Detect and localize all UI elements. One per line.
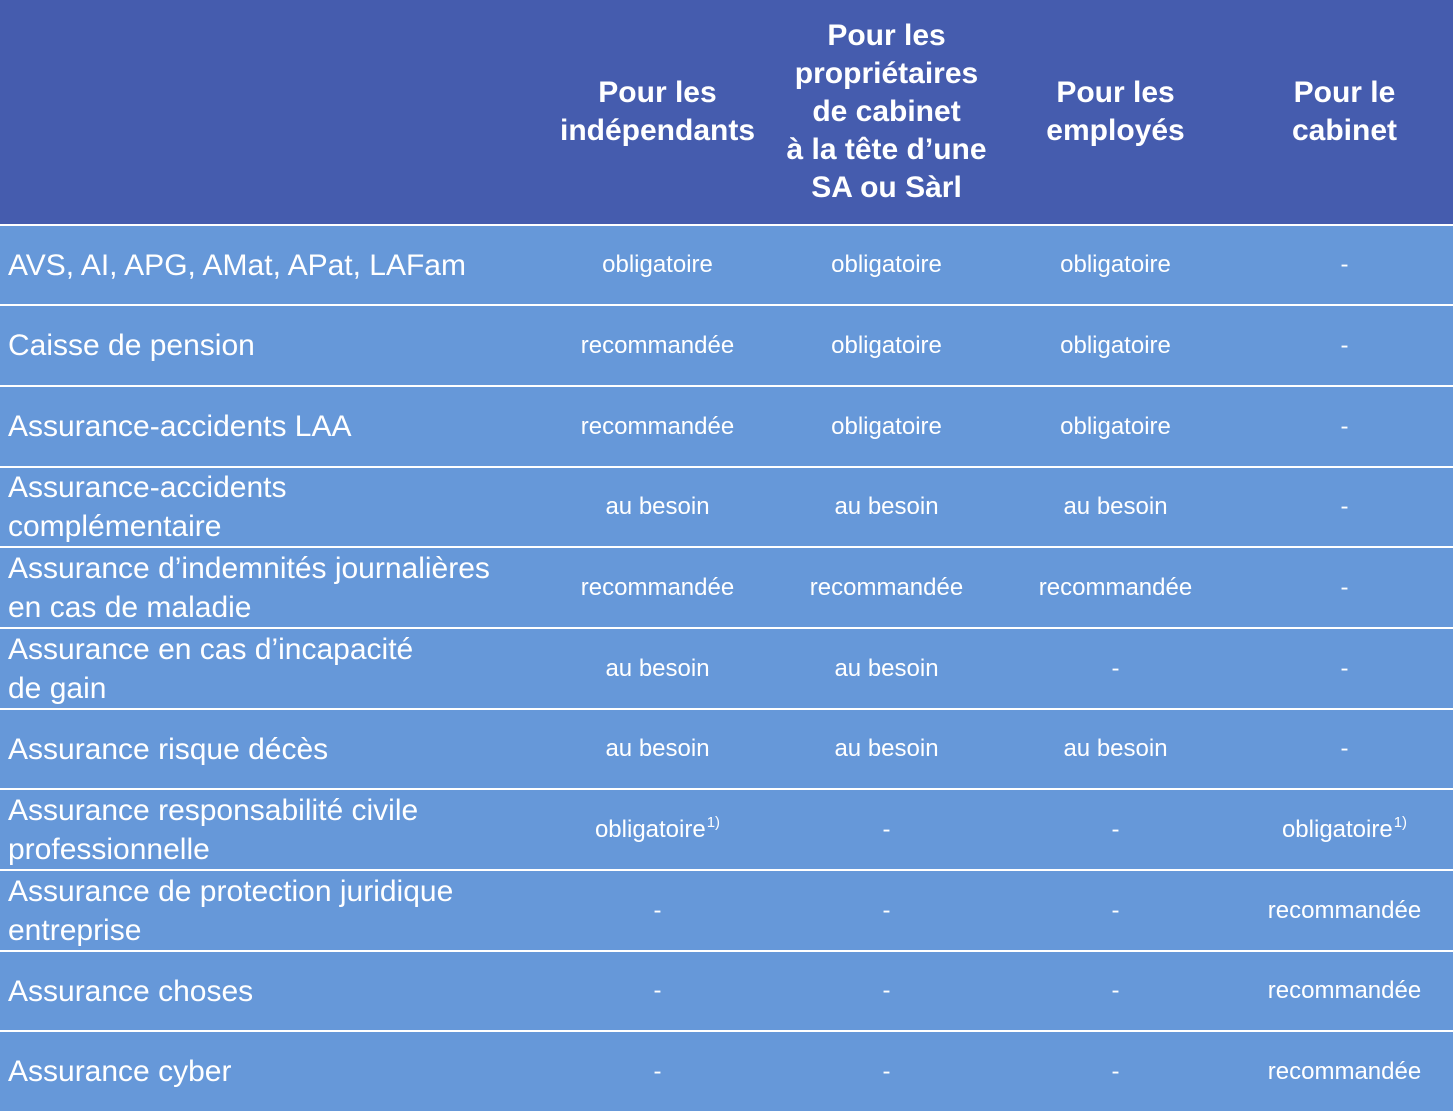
cell-employes: obligatoire — [1060, 251, 1171, 278]
cell-independants: obligatoire — [602, 251, 713, 278]
cell-independants — [543, 790, 772, 869]
cell-independants: au besoin — [605, 654, 710, 682]
cell-text: obligatoire — [594, 815, 706, 843]
cell-cabinet: - — [1340, 735, 1349, 762]
cell-proprietaires: obligatoire — [831, 412, 942, 440]
cell-cabinet: - — [1340, 493, 1349, 520]
cell-independants: - — [653, 1057, 662, 1085]
header-employes: Pour les employés — [1046, 76, 1185, 147]
table-row — [0, 629, 1453, 708]
cell-employes: - — [1111, 1057, 1120, 1085]
cell-proprietaires: au besoin — [834, 493, 939, 520]
cell-cabinet: - — [1340, 654, 1349, 682]
table-row — [0, 952, 1453, 1030]
cell-independants: recommandée — [580, 412, 735, 440]
cell-proprietaires: - — [882, 815, 891, 843]
header-proprietaires: Pour les propriétaires de cabinet à la tête d’une SA ou Sàrl — [786, 19, 987, 204]
header-cabinet: Pour le cabinet — [1291, 76, 1398, 147]
table-row — [0, 871, 1453, 950]
cell-cabinet: - — [1340, 412, 1349, 440]
cell-independants: au besoin — [605, 735, 710, 762]
row-label: Assurance-accidents LAA — [8, 410, 352, 443]
cell-independants: - — [653, 977, 662, 1004]
table-row — [0, 306, 1453, 385]
cell-independants: recommandée — [580, 331, 735, 359]
cell-proprietaires: recommandée — [809, 573, 964, 601]
cell-cabinet: - — [1340, 251, 1349, 278]
cell-proprietaires: obligatoire — [831, 331, 942, 359]
cell-employes: obligatoire — [1060, 412, 1171, 440]
cell-text: obligatoire — [1281, 815, 1393, 843]
cell-cabinet: - — [1340, 331, 1349, 359]
table-row — [0, 468, 1453, 546]
cell-employes: - — [1111, 815, 1120, 843]
row-label: Assurance-accidents complémentaire — [8, 471, 287, 543]
row-label: Assurance en cas d’incapacité de gain — [8, 632, 414, 705]
cell-employes: - — [1111, 977, 1120, 1004]
row-label: Assurance cyber — [8, 1055, 232, 1088]
table-header — [0, 0, 1453, 224]
row-label: Caisse de pension — [8, 329, 255, 362]
table-row — [0, 387, 1453, 466]
header-independants: Pour les indépendants — [559, 76, 755, 147]
cell-proprietaires: au besoin — [834, 654, 939, 682]
cell-proprietaires: - — [882, 977, 891, 1004]
footnote-marker: 1) — [1393, 814, 1408, 831]
cell-employes: - — [1111, 896, 1120, 924]
table-row — [0, 548, 1453, 627]
cell-cabinet: recommandée — [1267, 1057, 1422, 1085]
cell-independants: au besoin — [605, 493, 710, 520]
cell-cabinet: recommandée — [1267, 896, 1422, 924]
row-label: Assurance de protection juridique entreprise — [8, 874, 454, 947]
cell-independants: recommandée — [580, 573, 735, 601]
cell-cabinet: - — [1340, 573, 1349, 601]
cell-employes: obligatoire — [1060, 331, 1171, 359]
cell-employes: recommandée — [1038, 573, 1193, 601]
cell-employes: au besoin — [1063, 735, 1168, 762]
cell-employes: - — [1111, 654, 1120, 682]
table-row — [0, 710, 1453, 788]
cell-independants: - — [653, 896, 662, 924]
row-label: AVS, AI, APG, AMat, APat, LAFam — [8, 248, 466, 282]
footnote-marker: 1) — [706, 814, 721, 831]
cell-cabinet — [1230, 790, 1453, 869]
table-row — [0, 790, 1453, 869]
table-row — [0, 1032, 1453, 1111]
row-label: Assurance responsabilité civile professionnelle — [8, 793, 419, 866]
cell-employes: au besoin — [1063, 493, 1168, 520]
cell-proprietaires: obligatoire — [831, 251, 942, 278]
row-label: Assurance d’indemnités journalières en cas de maladie — [8, 551, 490, 624]
row-label: Assurance risque décès — [8, 732, 329, 766]
cell-cabinet: recommandée — [1267, 977, 1422, 1004]
cell-proprietaires: au besoin — [834, 735, 939, 762]
cell-proprietaires: - — [882, 896, 891, 924]
table-row — [0, 226, 1453, 304]
row-label: Assurance choses — [8, 974, 254, 1008]
cell-proprietaires: - — [882, 1057, 891, 1085]
